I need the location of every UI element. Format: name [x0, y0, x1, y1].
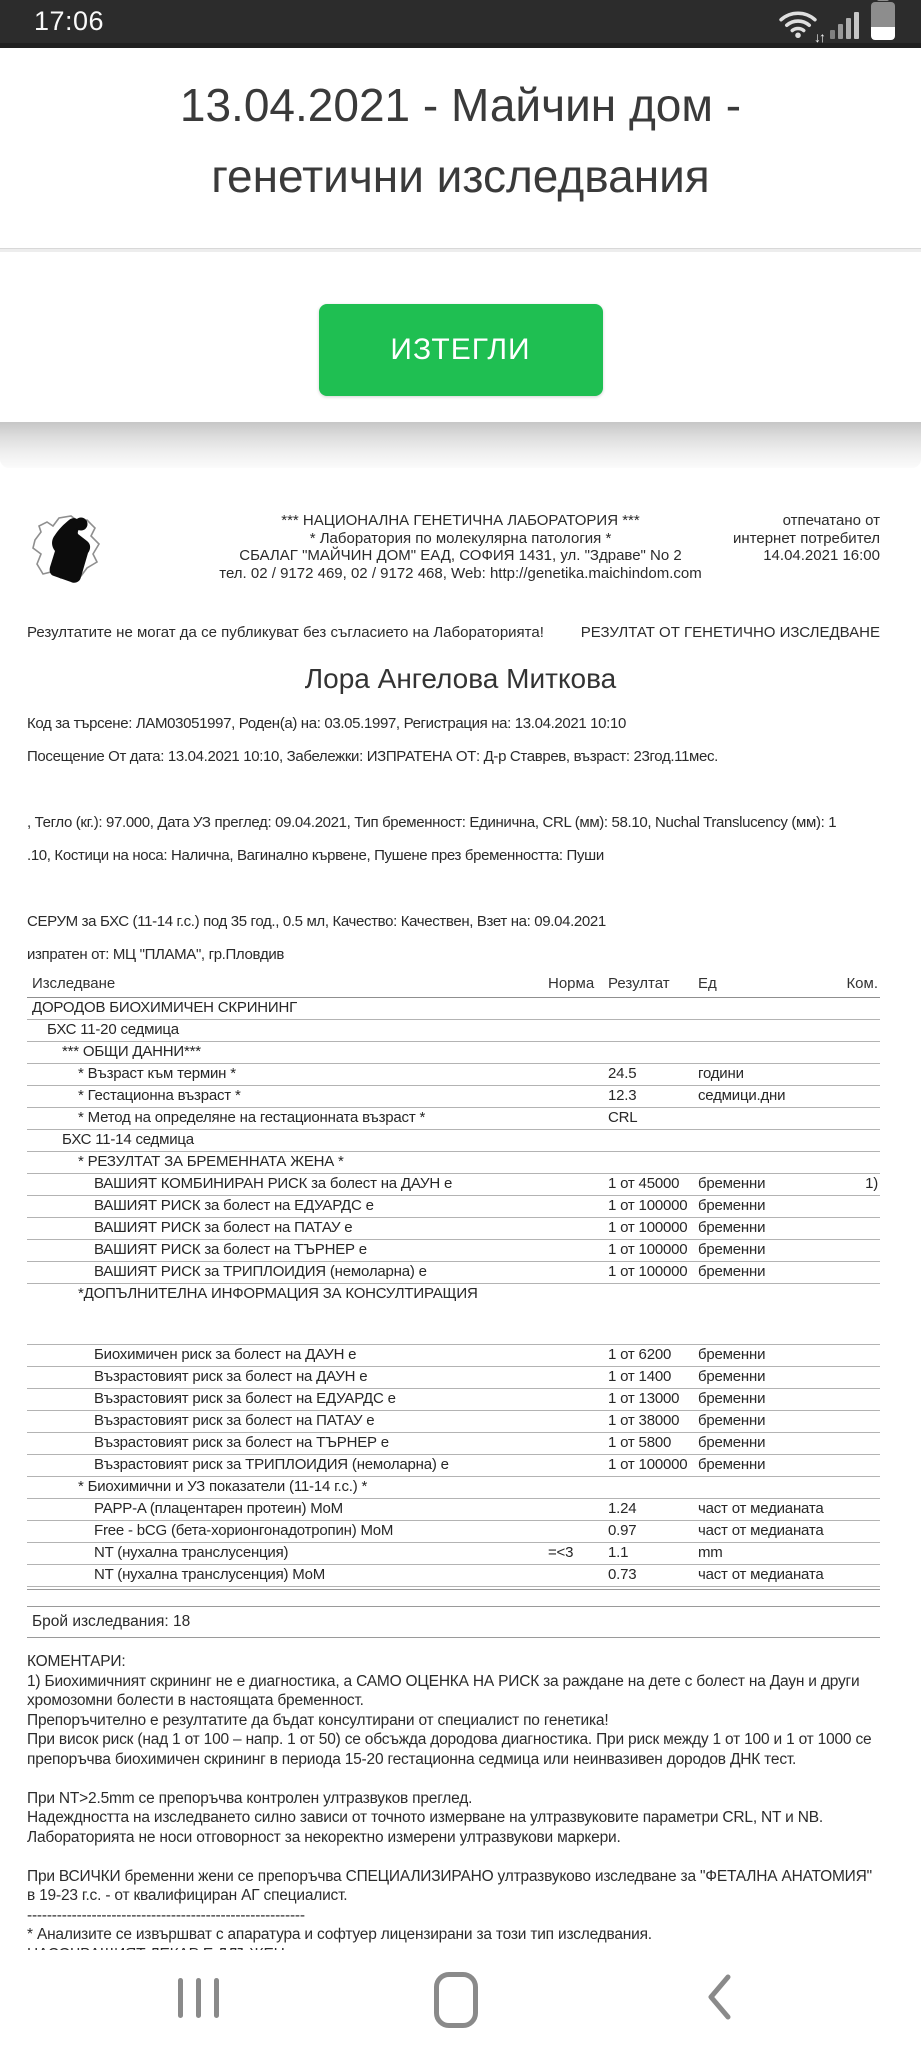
row-investigation: Free - bCG (бета-хорионгонадотропин) MoM	[94, 1522, 394, 1539]
row-result: CRL	[608, 1109, 638, 1126]
table-row	[27, 1455, 880, 1477]
comment-line: При NT>2.5mm се препоръчва контролен ултразвуков преглед.	[27, 1789, 473, 1807]
row-unit: бременни	[698, 1390, 766, 1407]
row-investigation: ВАШИЯТ РИСК за болест на ТЪРНЕР е	[94, 1241, 367, 1258]
row-unit: бременни	[698, 1175, 766, 1192]
col-unit: Ед	[698, 975, 717, 992]
print-info-line: отпечатано от	[782, 512, 880, 529]
row-norm: =<3	[548, 1544, 574, 1561]
row-unit: седмици.дни	[698, 1087, 786, 1104]
table-row	[27, 1020, 880, 1042]
table-row	[27, 1367, 880, 1389]
row-result: 1 от 1400	[608, 1368, 672, 1385]
table-row	[27, 1521, 880, 1543]
row-unit: бременни	[698, 1197, 766, 1214]
results-table-body	[27, 998, 880, 1587]
patient-info-line: .10, Костици на носа: Налична, Вагинално кървене, Пушене през бременността: Пуши	[27, 847, 604, 864]
row-investigation: * РЕЗУЛТАТ ЗА БРЕМЕННАТА ЖЕНА *	[78, 1153, 344, 1170]
row-investigation: ВАШИЯТ РИСК за ТРИПЛОИДИЯ (немоларна) е	[94, 1263, 427, 1280]
comment-line	[27, 1847, 880, 1867]
document-header	[0, 510, 921, 610]
print-info-line: интернет потребител	[732, 529, 880, 547]
row-unit: бременни	[698, 1263, 766, 1280]
table-row	[27, 1174, 880, 1196]
signal-strength-icon	[830, 9, 859, 41]
row-investigation: Възрастовият риск за болест на ПАТАУ е	[94, 1412, 375, 1429]
table-row	[27, 1565, 880, 1587]
row-result: 0.73	[608, 1566, 637, 1583]
comment-line: При ВСИЧКИ бременни жени се препоръчва СПЕЦИАЛИЗИРАНО ултразвуково изследване за "ФЕТАЛНА АНАТОМИЯ" в 19-23 г.с. - от квалифициран АГ специалист.	[27, 1867, 872, 1904]
header-line: * Лаборатория по молекулярна патология *	[309, 529, 612, 547]
row-result: 1 от 6200	[608, 1346, 672, 1363]
row-unit: бременни	[698, 1368, 766, 1385]
row-investigation: БХС 11-20 седмица	[47, 1021, 179, 1038]
print-info-line: 14.04.2021 16:00	[763, 547, 880, 564]
back-icon[interactable]	[706, 1974, 732, 2025]
table-row	[27, 1130, 880, 1152]
status-icons	[778, 2, 895, 45]
row-unit: бременни	[698, 1346, 766, 1363]
comment-line: Лабораторията не носи отговорност за некоректно измерени ултразвукови маркери.	[27, 1828, 621, 1846]
row-investigation: ДОРОДОВ БИОХИМИЧЕН СКРИНИНГ	[32, 999, 298, 1016]
navigation-bar	[0, 1950, 921, 2048]
table-row	[27, 1152, 880, 1174]
comment-line: --------------------------------------------------------	[27, 1906, 305, 1924]
table-row	[27, 1218, 880, 1240]
patient-name: Лора Ангелова Миткова	[304, 663, 617, 694]
row-investigation: Възрастовият риск за болест на ДАУН е	[94, 1368, 368, 1385]
clock: 17:06	[34, 6, 105, 36]
row-unit: бременни	[698, 1456, 766, 1473]
table-row	[27, 1433, 880, 1455]
table-row	[27, 1240, 880, 1262]
results-table	[27, 973, 880, 1590]
row-result: 24.5	[608, 1065, 637, 1082]
row-investigation: Възрастовият риск за ТРИПЛОИДИЯ (немоларна) е	[94, 1456, 449, 1473]
section-divider-band	[0, 422, 921, 468]
row-unit: бременни	[698, 1434, 766, 1451]
patient-info-block	[27, 707, 880, 971]
row-investigation: Биохимичен риск за болест на ДАУН е	[94, 1346, 357, 1363]
result-title: РЕЗУЛТАТ ОТ ГЕНЕТИЧНО ИЗСЛЕДВАНЕ	[580, 624, 880, 641]
row-result: 1.1	[608, 1544, 629, 1561]
row-unit: бременни	[698, 1412, 766, 1429]
comment-line: При висок риск (над 1 от 100 – напр. 1 от 50) се обсъжда дородова диагностика. При риск между 1 от 100 и 1 от 1000 се препоръчва биохимичен скрининг в периода 15-20 гестационна седмица или неинвазивен дородов ДНК тест.	[27, 1731, 872, 1768]
battery-icon	[871, 2, 895, 40]
row-investigation: Възрастовият риск за болест на ЕДУАРДС е	[94, 1390, 396, 1407]
table-row	[27, 1064, 880, 1086]
row-result: 1 от 100000	[608, 1456, 688, 1473]
home-icon[interactable]	[434, 1972, 478, 2028]
result-document	[0, 510, 921, 2023]
table-row	[27, 1196, 880, 1218]
row-investigation: * Възраст към термин *	[78, 1065, 236, 1082]
table-row	[27, 1477, 880, 1499]
row-investigation: *ДОПЪЛНИТЕЛНА ИНФОРМАЦИЯ ЗА КОНСУЛТИРАЩИЯ	[78, 1285, 478, 1302]
row-result: 1 от 100000	[608, 1241, 688, 1258]
row-result: 1 от 13000	[608, 1390, 680, 1407]
table-row	[27, 1345, 880, 1367]
row-investigation: PAPP-A (плацентарен протеин) MoM	[94, 1500, 343, 1517]
row-unit: част от медианата	[698, 1566, 824, 1583]
row-result: 1 от 100000	[608, 1197, 688, 1214]
col-investigation: Изследване	[32, 975, 116, 992]
row-investigation: * Биохимични и УЗ показатели (11-14 г.с.) *	[78, 1478, 368, 1495]
download-button[interactable]: ИЗТЕГЛИ	[319, 304, 603, 396]
no-publish-note: Резултатите не могат да се публикуват без съгласието на Лабораторията!	[27, 624, 544, 641]
header-line: тел. 02 / 9172 469, 02 / 9172 468, Web: http://genetika.maichindom.com	[219, 564, 702, 582]
print-info	[733, 512, 880, 565]
row-investigation: * Гестационна възраст *	[78, 1087, 241, 1104]
header-line: *** НАЦИОНАЛНА ГЕНЕТИЧНА ЛАБОРАТОРИЯ ***	[281, 512, 640, 529]
col-result: Резултат	[608, 975, 670, 992]
patient-info-line: , Тегло (кг.): 97.000, Дата УЗ преглед: 09.04.2021, Тип бременност: Единична, CRL (мм): 58.10, Nuchal Translucency (мм): 1	[27, 814, 837, 831]
col-comment: Ком.	[846, 975, 878, 992]
row-unit: бременни	[698, 1241, 766, 1258]
row-investigation: NT (нухална транслусенция) MoM	[94, 1566, 326, 1583]
patient-info-line: изпратен от: МЦ "ПЛАМА", гр.Пловдив	[27, 946, 284, 963]
row-result: 1 от 100000	[608, 1263, 688, 1280]
row-investigation: ВАШИЯТ РИСК за болест на ЕДУАРДС е	[94, 1197, 374, 1214]
table-row	[27, 1389, 880, 1411]
table-row	[27, 1262, 880, 1284]
row-investigation: Възрастовият риск за болест на ТЪРНЕР е	[94, 1434, 389, 1451]
comment-line: * Анализите се извършват с апаратура и софтуер лицензирани за този тип изследвания.	[27, 1926, 652, 1943]
table-row	[27, 1108, 880, 1130]
comment-line	[27, 1769, 880, 1789]
row-result: 12.3	[608, 1087, 637, 1104]
col-norm: Норма	[548, 975, 595, 992]
title-divider	[0, 248, 921, 252]
patient-info-line	[27, 872, 880, 905]
row-unit: години	[698, 1065, 744, 1082]
table-row	[27, 1284, 880, 1305]
row-investigation: ВАШИЯТ КОМБИНИРАН РИСК за болест на ДАУН е	[94, 1175, 453, 1192]
row-investigation: БХС 11-14 седмица	[62, 1131, 194, 1148]
table-row	[27, 998, 880, 1020]
row-result: 1 от 5800	[608, 1434, 672, 1451]
row-unit: mm	[698, 1544, 723, 1561]
table-row	[27, 1411, 880, 1433]
row-investigation: * Метод на определяне на гестационната възраст *	[78, 1109, 426, 1126]
patient-info-line: Посещение От дата: 13.04.2021 10:10, Забележки: ИЗПРАТЕНА ОТ: Д-р Ставрев, възраст: 23год.11мес.	[27, 748, 718, 765]
page-title: 13.04.2021 - Майчин дом - генетични изследвания	[179, 79, 742, 202]
table-row	[27, 1042, 880, 1064]
row-unit: част от медианата	[698, 1500, 824, 1517]
row-result: 1 от 45000	[608, 1175, 680, 1192]
row-investigation: *** ОБЩИ ДАННИ***	[62, 1043, 201, 1060]
row-unit: бременни	[698, 1219, 766, 1236]
row-result: 1.24	[608, 1500, 637, 1517]
row-unit: част от медианата	[698, 1522, 824, 1539]
patient-info-line: Код за търсене: ЛАМ03051997, Роден(а) на: 03.05.1997, Регистрация на: 13.04.2021 10:10	[27, 715, 626, 732]
test-count: Брой изследвания: 18	[27, 1606, 880, 1638]
wifi-icon	[778, 7, 824, 45]
status-bar	[0, 0, 921, 48]
results-table-header	[27, 973, 880, 998]
table-row	[27, 1543, 880, 1565]
row-investigation: ВАШИЯТ РИСК за болест на ПАТАУ е	[94, 1219, 353, 1236]
comment-line: Надеждността на изследването силно зависи от точното измерване на ултразвуковите параметри CRL, NT и NB.	[27, 1809, 823, 1826]
recents-icon[interactable]	[178, 1978, 219, 2018]
wifi-updown-arrows-icon: ↓↑	[814, 29, 824, 45]
table-row	[27, 1499, 880, 1521]
row-comment: 1)	[865, 1175, 878, 1192]
table-row	[27, 1086, 880, 1108]
patient-info-line: СЕРУМ за БХС (11-14 г.с.) под 35 год., 0.5 мл, Качество: Качествен, Взет на: 09.04.2021	[27, 913, 606, 930]
comment-line: 1) Биохимичният скрининг не е диагностика, а САМО ОЦЕНКА НА РИСК за раждане на дете с болест на Даун и други хромозомни болести в настоящата бременност.	[27, 1672, 860, 1709]
comment-line: Препоръчително е резултатите да бъдат консултирани от специалист по генетика!	[27, 1711, 609, 1729]
row-result: 0.97	[608, 1522, 637, 1539]
row-result: 1 от 38000	[608, 1412, 680, 1429]
comment-line: КОМЕНТАРИ:	[27, 1653, 126, 1670]
header-line: СБАЛАГ "МАЙЧИН ДОМ" ЕАД, СОФИЯ 1431, ул. "Здраве" No 2	[239, 547, 682, 564]
laboratory-logo-icon	[25, 510, 107, 589]
row-result: 1 от 100000	[608, 1219, 688, 1236]
table-row	[27, 1305, 880, 1345]
patient-info-line	[27, 773, 880, 806]
row-investigation: NT (нухална транслусенция)	[94, 1544, 289, 1561]
